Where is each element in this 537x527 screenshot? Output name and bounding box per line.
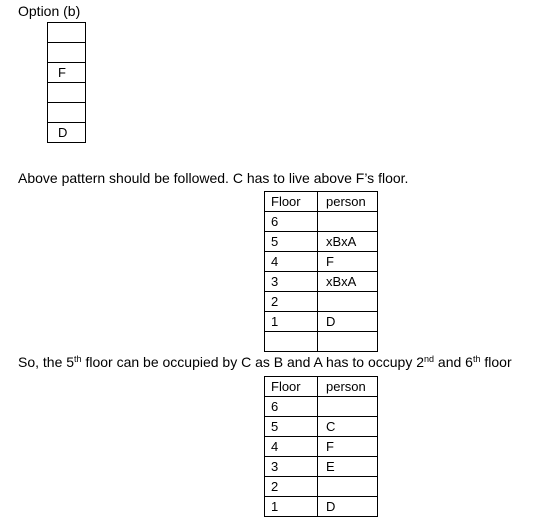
floor-cell: 3	[265, 457, 318, 477]
table-row	[265, 497, 378, 517]
superscript-th: th	[472, 354, 481, 364]
floor-cell: 2	[265, 292, 318, 312]
table-row	[265, 437, 378, 457]
table-row	[265, 272, 378, 292]
paragraph-2-part-d: floor	[480, 354, 512, 370]
floor-table-1	[264, 191, 378, 352]
table-row	[265, 292, 378, 312]
floor-column-diagram	[47, 22, 86, 143]
header-person: person	[318, 192, 378, 212]
superscript-nd: nd	[424, 354, 435, 364]
person-cell: D	[318, 312, 378, 332]
person-cell: xBxA	[318, 272, 378, 292]
floor-cell: 6	[265, 397, 318, 417]
paragraph-2-part-c: and 6	[434, 354, 473, 370]
table-row	[265, 232, 378, 252]
superscript-th: th	[74, 354, 82, 364]
person-cell	[318, 397, 378, 417]
floor-table-2	[264, 376, 378, 517]
table-row	[265, 477, 378, 497]
floor-cell: 4	[265, 437, 318, 457]
floor-cell	[265, 332, 318, 352]
person-cell	[318, 477, 378, 497]
table-header-row	[265, 192, 378, 212]
table-row	[265, 312, 378, 332]
header-floor: Floor	[265, 192, 318, 212]
column-cell	[48, 103, 86, 123]
floor-cell: 6	[265, 212, 318, 232]
column-cell: F	[48, 63, 86, 83]
table-header-row	[265, 377, 378, 397]
paragraph-2	[18, 354, 512, 370]
person-cell: E	[318, 457, 378, 477]
column-cell: D	[48, 123, 86, 143]
floor-cell: 3	[265, 272, 318, 292]
person-cell: D	[318, 497, 378, 517]
column-cell	[48, 23, 86, 43]
table-row	[265, 417, 378, 437]
paragraph-2-part-b: floor can be occupied by C as B and A has to occupy 2	[81, 354, 425, 370]
person-cell	[318, 332, 378, 352]
person-cell	[318, 212, 378, 232]
column-cell	[48, 43, 86, 63]
floor-cell: 2	[265, 477, 318, 497]
floor-cell: 5	[265, 232, 318, 252]
table-row	[265, 457, 378, 477]
table-row	[265, 252, 378, 272]
column-cell	[48, 83, 86, 103]
paragraph-2-part-a: So, the 5	[18, 354, 75, 370]
person-cell	[318, 292, 378, 312]
floor-cell: 4	[265, 252, 318, 272]
header-person: person	[318, 377, 378, 397]
table-row	[265, 332, 378, 352]
person-cell: F	[318, 437, 378, 457]
person-cell: F	[318, 252, 378, 272]
header-floor: Floor	[265, 377, 318, 397]
table-row	[265, 397, 378, 417]
table-row	[265, 212, 378, 232]
floor-cell: 1	[265, 312, 318, 332]
floor-cell: 5	[265, 417, 318, 437]
floor-cell: 1	[265, 497, 318, 517]
person-cell: C	[318, 417, 378, 437]
paragraph-1: Above pattern should be followed. C has to live above F’s floor.	[18, 170, 409, 186]
option-heading: Option (b)	[18, 3, 81, 19]
person-cell: xBxA	[318, 232, 378, 252]
